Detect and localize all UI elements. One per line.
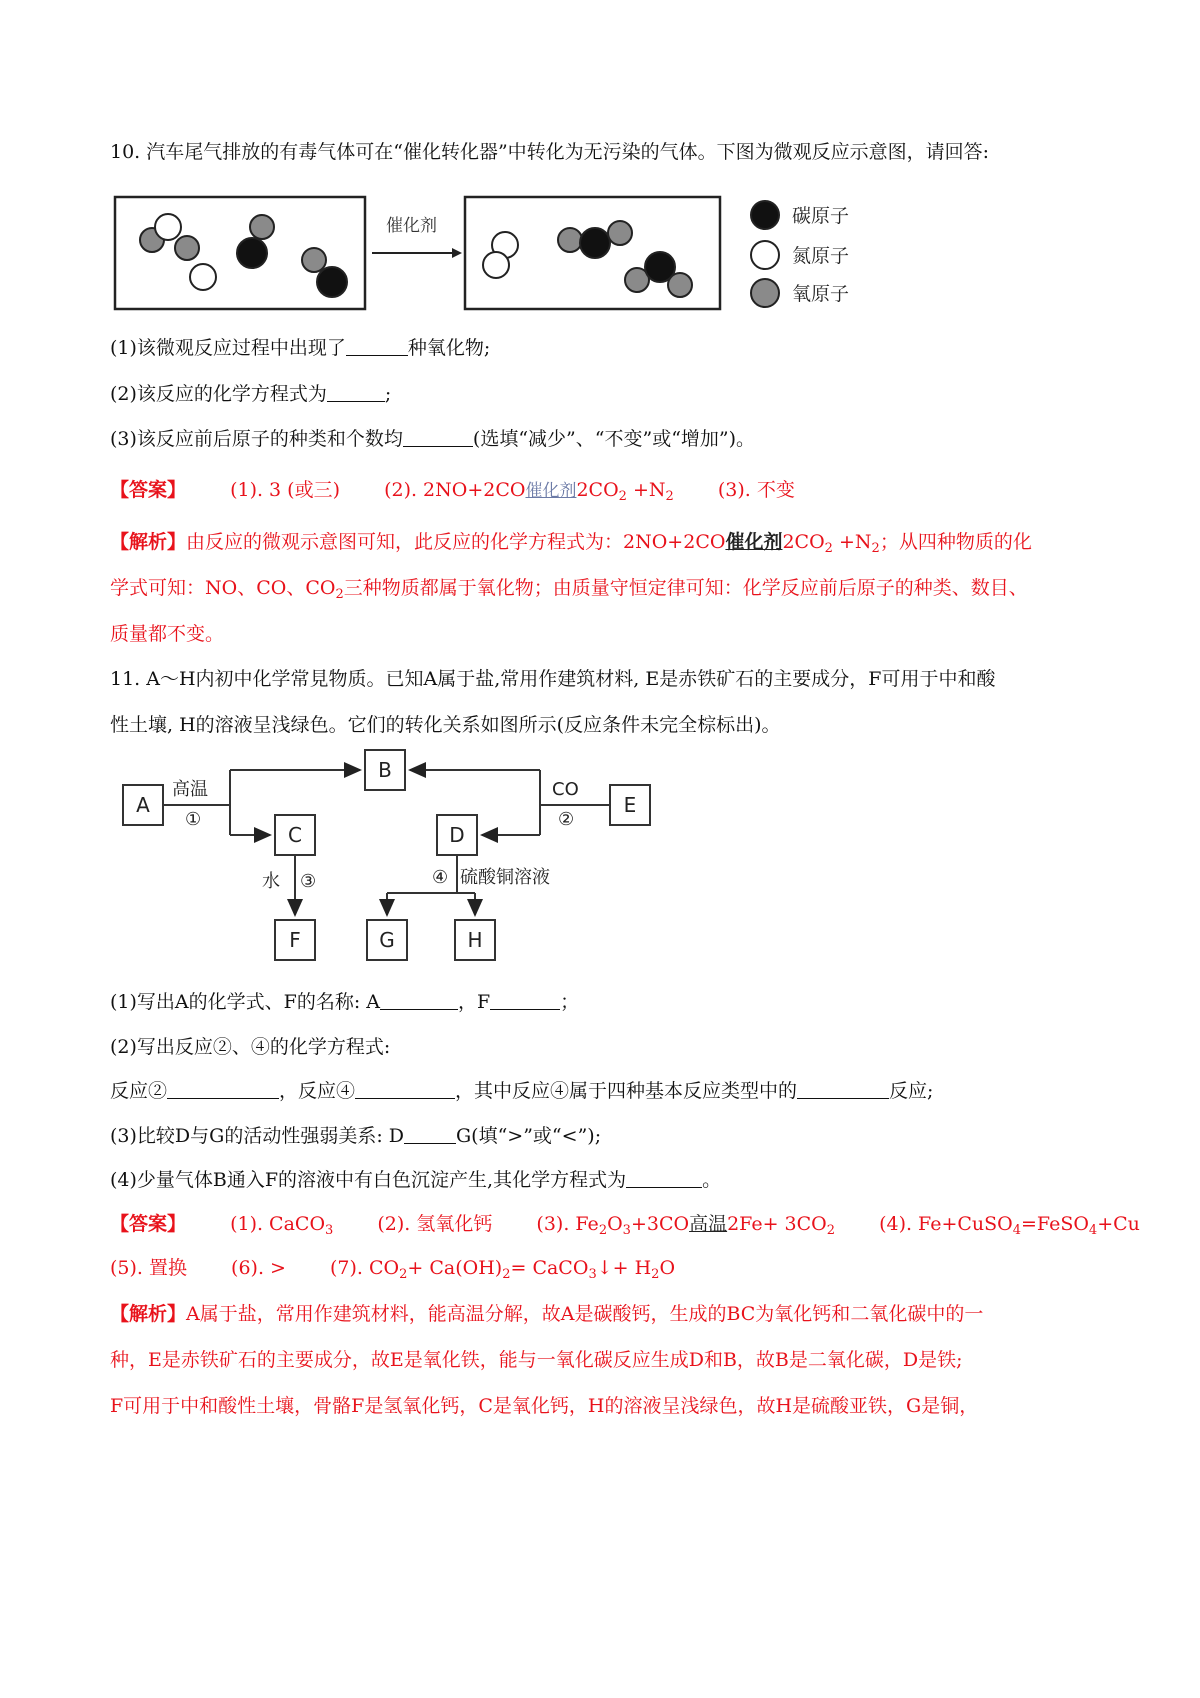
legend-carbon-swatch — [751, 201, 779, 229]
carbon-atom — [317, 267, 347, 297]
q10-question-1 — [110, 336, 1110, 360]
q11-answer-7: (7). $CO_2+ Ca(OH)_2=$ CaCO$_3$↓+ $H_2O$ — [330, 1257, 676, 1282]
answer-blank — [380, 991, 458, 1010]
q11-question-4: (4)少量气体B通入F的溶液中有白色沉淀产生,其化学方程式为 。 — [110, 1169, 722, 1191]
q11-analysis-line-3: F可用于中和酸性土壤，骨骼F是氢氧化钙，C是氧化钙，H的溶液呈浅绿色，故H是硫酸亚铁，G是铜， — [110, 1395, 979, 1417]
q10-reaction-diagram — [110, 185, 890, 320]
q10-answer — [110, 478, 1110, 509]
oxygen-atom — [250, 215, 274, 239]
oxygen-atom — [175, 236, 199, 260]
reaction-3-label: ③ — [300, 871, 317, 892]
high-temp-condition: 高温 — [689, 1213, 728, 1235]
oxygen-atom — [608, 221, 632, 245]
answer-blank — [626, 1169, 702, 1188]
q11-analysis-line-2: 种，E是赤铁矿石的主要成分，故E是氧化铁，能与一氧化碳反应生成D和B，故B是二氧化碳，D是铁; — [110, 1349, 963, 1371]
q11-answer-6: (6). > — [231, 1257, 286, 1279]
legend-carbon-label: 碳原子 — [792, 205, 850, 227]
q10-q3-text: (3)该反应前后原子的种类和个数均 — [110, 428, 403, 450]
q11-answer-1: (1). CaCO$_3$ — [230, 1213, 334, 1238]
high-temp-label: 高温 — [172, 779, 208, 800]
q11-answer-4: (4). Fe+CuSO$_4$=FeSO$_4$+Cu — [879, 1213, 1140, 1238]
reaction-1-label: ① — [185, 809, 202, 830]
q10-q1-suffix: 种氧化物; — [407, 337, 491, 359]
node-H-label: H — [467, 928, 483, 952]
oxygen-atom — [302, 248, 326, 272]
q10-q2-suffix: ; — [384, 383, 392, 405]
analysis-label: 【解析】 — [110, 531, 187, 553]
q11-answer-3: (3). $Fe_2O_3+3CO$高温$2Fe+ 3CO_2$ — [536, 1213, 836, 1238]
q10-answer-2: (2). 2NO+2CO催化剂$2CO_2 +N_2$ — [384, 479, 674, 504]
answer-blank — [327, 383, 385, 402]
node-D-label: D — [449, 823, 465, 847]
co-label: CO — [552, 779, 579, 800]
node-B-label: B — [378, 758, 392, 782]
q11-question-2-blanks: 反应② ，反应④ ，其中反应④属于四种基本反应类型中的 反应; — [110, 1080, 934, 1102]
answer-blank — [403, 428, 473, 447]
node-F-label: F — [289, 928, 301, 952]
q11-answer-line-2 — [110, 1256, 1110, 1287]
water-label: 水 — [262, 871, 280, 892]
nitrogen-atom — [190, 264, 216, 290]
legend-nitrogen-swatch — [751, 241, 779, 269]
answer-blank — [355, 1080, 455, 1099]
q10-question-3 — [110, 427, 1110, 451]
q11-question-2: (2)写出反应②、④的化学方程式: — [110, 1036, 391, 1058]
q11-question-1: (1)写出A的化学式、F的名称: A ，F ； — [110, 991, 580, 1013]
legend-nitrogen-label: 氮原子 — [792, 245, 850, 267]
q11-answer-2: (2). 氢氧化钙 — [377, 1213, 493, 1235]
q11-answer-line-1 — [110, 1212, 1140, 1243]
nitrogen-atom — [155, 214, 181, 240]
carbon-atom — [580, 228, 610, 258]
node-A-label: A — [136, 793, 150, 817]
oxygen-atom — [668, 273, 692, 297]
answer-blank — [167, 1080, 279, 1099]
answer-label: 【答案】 — [110, 1213, 187, 1235]
q11-stem-line-1: 11. A～H内初中化学常見物质。已知A属于盐,常用作建筑材料, E是赤铁矿石的主要成分，F可用于中和酸 — [110, 668, 996, 690]
catalyst-condition: 催化剂 — [725, 531, 783, 553]
q11-conversion-diagram — [110, 745, 670, 985]
analysis-label: 【解析】 — [110, 1303, 187, 1325]
answer-blank — [404, 1125, 456, 1144]
node-E-label: E — [623, 793, 637, 817]
answer-blank — [797, 1080, 889, 1099]
q11-analysis-line-1: 【解析】A属于盐，常用作建筑材料，能高温分解，故A是碳酸钙，生成的BC为氧化钙和二氧化碳中的一 — [110, 1303, 984, 1325]
q10-answer-3: (3). 不变 — [717, 479, 795, 501]
catalyst-label: 催化剂 — [386, 216, 437, 236]
q11-question-3: (3)比较D与G的活动性强弱美系: D G(填“>”或“<”); — [110, 1125, 602, 1147]
q10-analysis-line-1: 【解析】由反应的微观示意图可知，此反应的化学方程式为：2NO+2CO催化剂$2CO_2 +N_2$；从四种物质的化 — [110, 531, 1032, 556]
answer-blank — [346, 337, 408, 356]
oxygen-atom — [558, 228, 582, 252]
q11-stem-line-2: 性土壤, H的溶液呈浅绿色。它们的转化关系如图所示(反应条件未完全棕标出)。 — [110, 714, 781, 736]
copper-sulfate-label: 硫酸铜溶液 — [460, 867, 550, 888]
legend-oxygen-swatch — [751, 279, 779, 307]
reaction-2-label: ② — [558, 809, 575, 830]
q10-analysis-line-3: 质量都不变。 — [110, 623, 225, 645]
answer-blank — [490, 991, 560, 1010]
atom-legend — [751, 201, 849, 307]
q10-analysis-line-2: 学式可知：NO、CO、$CO_2$三种物质都属于氧化物；由质量守恒定律可知：化学反应前后原子的种类、数目、 — [110, 577, 1028, 602]
q10-question-2 — [110, 382, 1110, 406]
legend-oxygen-label: 氧原子 — [792, 283, 850, 305]
q10-q3-suffix: (选填“减少”、“不变”或“增加”)。 — [472, 428, 756, 450]
carbon-atom — [237, 238, 267, 268]
node-G-label: G — [379, 928, 395, 952]
node-C-label: C — [288, 823, 302, 847]
q10-q1-text: (1)该微观反应过程中出现了 — [110, 337, 346, 359]
reaction-4-label: ④ — [432, 867, 449, 888]
catalyst-condition: 催化剂 — [525, 481, 577, 501]
q11-answer-5: (5). 置换 — [110, 1257, 187, 1279]
q10-q2-text: (2)该反应的化学方程式为 — [110, 383, 327, 405]
answer-label: 【答案】 — [110, 479, 187, 501]
q10-answer-1: (1). 3 (或三) — [230, 479, 341, 501]
nitrogen-atom — [483, 252, 509, 278]
q10-stem: 10. 汽车尾气排放的有毒气体可在“催化转化器”中转化为无污染的气体。下图为微观反应示意图，请回答: — [110, 141, 990, 163]
